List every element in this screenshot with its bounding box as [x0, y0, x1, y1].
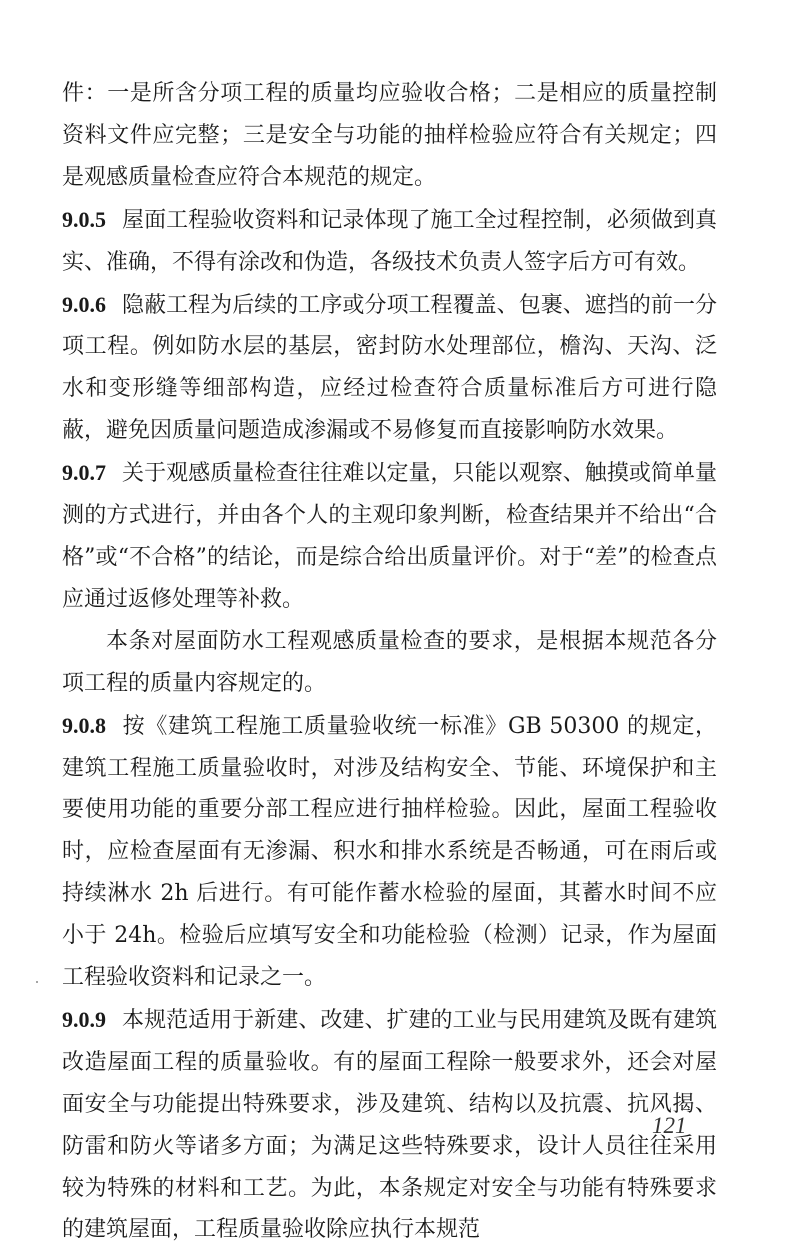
- clause-9-0-5: [62, 199, 717, 284]
- clause-number: 9.0.5: [62, 206, 106, 232]
- clause-9-0-6: [62, 284, 717, 453]
- clause-9-0-9: [62, 999, 717, 1251]
- clause-9-0-8: [62, 705, 717, 999]
- body-text: [62, 73, 717, 1251]
- page-number: 121: [652, 1113, 687, 1138]
- clause-9-0-7: [62, 452, 717, 621]
- paragraph-text: 按《建筑工程施工质量验收统一标准》GB 50300 的规定，建筑工程施工质量验收时，对涉及结构安全、节能、环境保护和主要使用功能的重要分部工程应进行抽样检验。因此，屋面工程验收时，应检查屋面有无渗漏、积水和排水系统是否畅通，可在雨后或持续淋水 2h 后进行。有可能作蓄水检验的屋面，其蓄水时间不应小于 24h。检验后应填写安全和功能检验（检测）记录，作为屋面工程验收资料和记录之一。: [62, 713, 717, 991]
- paragraph-text: 本规范适用于新建、改建、扩建的工业与民用建筑及既有建筑改造屋面工程的质量验收。有的屋面工程除一般要求外，还会对屋面安全与功能提出特殊要求，涉及建筑、结构以及抗震、抗风揭、防雷和防火等诸多方面；为满足这些特殊要求，设计人员往往采用较为特殊的材料和工艺。为此，本条规定对安全与功能有特殊要求的建筑屋面，工程质量验收除应执行本规范: [62, 1007, 717, 1243]
- clause-number: 9.0.8: [62, 712, 106, 738]
- scan-speck: [36, 981, 38, 983]
- clause-number: 9.0.7: [62, 460, 106, 486]
- clause-number: 9.0.9: [62, 1006, 106, 1032]
- clause-number: 9.0.6: [62, 291, 106, 317]
- paragraph-text: 本条对屋面防水工程观感质量检查的要求，是根据本规范各分项工程的质量内容规定的。: [62, 628, 717, 696]
- paragraph-text: 件：一是所含分项工程的质量均应验收合格；二是相应的质量控制资料文件应完整；三是安全与功能的抽样检验应符合有关规定；四是观感质量检查应符合本规范的规定。: [62, 81, 717, 190]
- paragraph-text: 关于观感质量检查往往难以定量，只能以观察、触摸或简单量测的方式进行，并由各个人的主观印象判断，检查结果并不给出“合格”或“不合格”的结论，而是综合给出质量评价。对于“差”的检查点应通过返修处理等补救。: [62, 461, 717, 612]
- paragraph-text: 隐蔽工程为后续的工序或分项工程覆盖、包裹、遮挡的前一分项工程。例如防水层的基层，密封防水处理部位，檐沟、天沟、泛水和变形缝等细部构造，应经过检查符合质量标准后方可进行隐蔽，避免因质量问题造成渗漏或不易修复而直接影响防水效果。: [62, 292, 717, 444]
- paragraph-text: 屋面工程验收资料和记录体现了施工全过程控制，必须做到真实、准确，不得有涂改和伪造，各级技术负责人签字后方可有效。: [62, 207, 717, 275]
- clause-9-0-7-note: [62, 621, 717, 705]
- paragraph-continuation: [62, 73, 717, 199]
